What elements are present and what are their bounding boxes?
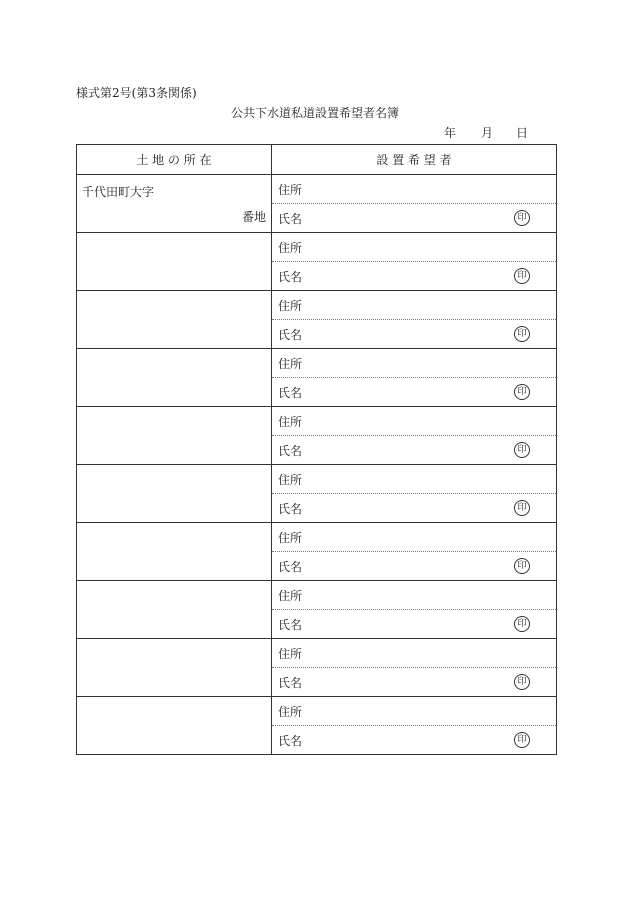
applicant-cell	[272, 175, 557, 233]
address-label: 住所	[278, 298, 303, 313]
address-label: 住所	[278, 414, 303, 429]
address-field[interactable]	[272, 233, 556, 262]
name-label: 氏名	[278, 559, 303, 574]
address-field[interactable]	[272, 581, 556, 610]
applicant-cell	[272, 639, 557, 697]
name-label: 氏名	[278, 501, 303, 516]
table-row	[77, 407, 557, 465]
address-field[interactable]	[272, 349, 556, 378]
name-label: 氏名	[278, 385, 303, 400]
address-label: 住所	[278, 588, 303, 603]
table-row	[77, 233, 557, 291]
address-label: 住所	[278, 182, 303, 197]
location-cell[interactable]	[77, 349, 272, 407]
address-label: 住所	[278, 472, 303, 487]
name-field[interactable]	[272, 668, 556, 696]
applicant-column-header: 設 置 希 望 者	[272, 145, 557, 175]
form-number: 様式第2号(第3条関係)	[76, 86, 197, 100]
location-cell[interactable]	[77, 291, 272, 349]
name-label: 氏名	[278, 443, 303, 458]
location-cell[interactable]	[77, 523, 272, 581]
date-month-label: 月	[481, 126, 494, 140]
date-year-label: 年	[444, 126, 457, 140]
table-row	[77, 465, 557, 523]
address-label: 住所	[278, 646, 303, 661]
address-field[interactable]	[272, 465, 556, 494]
seal-icon: 印	[514, 500, 530, 516]
applicant-cell	[272, 349, 557, 407]
location-column-header: 土 地 の 所 在	[77, 145, 272, 175]
address-field[interactable]	[272, 175, 556, 204]
seal-icon: 印	[514, 210, 530, 226]
seal-icon: 印	[514, 326, 530, 342]
address-label: 住所	[278, 356, 303, 371]
name-field[interactable]	[272, 320, 556, 348]
address-label: 住所	[278, 704, 303, 719]
table-row	[77, 291, 557, 349]
applicant-cell	[272, 407, 557, 465]
address-field[interactable]	[272, 407, 556, 436]
location-cell[interactable]	[77, 581, 272, 639]
applicant-cell	[272, 697, 557, 755]
name-label: 氏名	[278, 617, 303, 632]
seal-icon: 印	[514, 616, 530, 632]
seal-icon: 印	[514, 674, 530, 690]
address-field[interactable]	[272, 697, 556, 726]
location-cell[interactable]	[77, 639, 272, 697]
name-label: 氏名	[278, 327, 303, 342]
seal-icon: 印	[514, 442, 530, 458]
name-field[interactable]	[272, 726, 556, 754]
name-label: 氏名	[278, 211, 303, 226]
location-cell[interactable]	[77, 465, 272, 523]
name-label: 氏名	[278, 733, 303, 748]
address-field[interactable]	[272, 523, 556, 552]
applicant-cell	[272, 465, 557, 523]
location-cell[interactable]	[77, 233, 272, 291]
table-row	[77, 523, 557, 581]
name-field[interactable]	[272, 552, 556, 580]
date-day-label: 日	[516, 126, 529, 140]
name-label: 氏名	[278, 269, 303, 284]
applicant-cell	[272, 233, 557, 291]
table-row	[77, 349, 557, 407]
name-field[interactable]	[272, 204, 556, 232]
seal-icon: 印	[514, 384, 530, 400]
name-field[interactable]	[272, 378, 556, 406]
applicant-cell	[272, 291, 557, 349]
banchi-text: 番地	[241, 210, 266, 224]
document-title: 公共下水道私道設置希望者名簿	[230, 106, 399, 120]
applicant-cell	[272, 581, 557, 639]
table-row	[77, 175, 557, 233]
address-field[interactable]	[272, 291, 556, 320]
table-row	[77, 639, 557, 697]
applicant-cell	[272, 523, 557, 581]
seal-icon: 印	[514, 732, 530, 748]
location-cell[interactable]	[77, 697, 272, 755]
location-cell[interactable]	[77, 175, 272, 233]
table-row	[77, 581, 557, 639]
name-field[interactable]	[272, 436, 556, 464]
address-label: 住所	[278, 240, 303, 255]
name-field[interactable]	[272, 610, 556, 638]
location-cell[interactable]	[77, 407, 272, 465]
name-field[interactable]	[272, 262, 556, 290]
name-field[interactable]	[272, 494, 556, 522]
address-label: 住所	[278, 530, 303, 545]
address-field[interactable]	[272, 639, 556, 668]
table-row	[77, 697, 557, 755]
name-label: 氏名	[278, 675, 303, 690]
seal-icon: 印	[514, 268, 530, 284]
applicant-roster-table	[76, 144, 557, 755]
seal-icon: 印	[514, 558, 530, 574]
town-text: 千代田町大字	[82, 185, 155, 199]
